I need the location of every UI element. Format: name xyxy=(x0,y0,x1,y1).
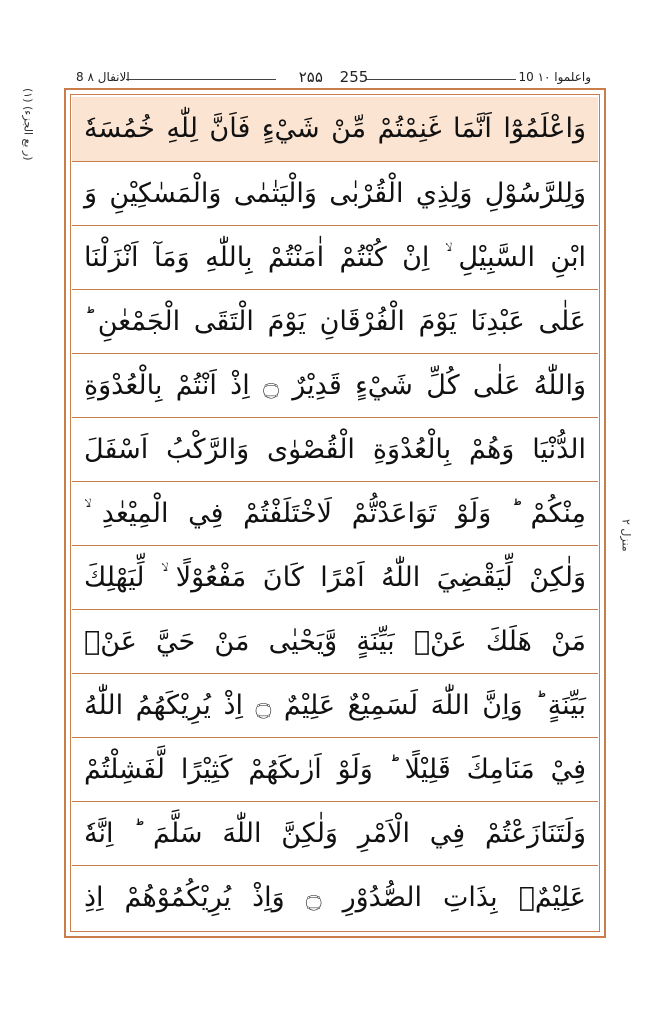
page-number-latin: 255 xyxy=(339,68,369,86)
verse-line-4: عَلٰى عَبْدِنَا يَوْمَ الْفُرْقَانِ يَوْمَ الْتَقَى الْجَمْعٰنِ ؕ xyxy=(84,306,586,337)
verse-line-10: بَيِّنَةٍ ؕ وَاِنَّ اللّٰهَ لَسَمِيْعٌ عَلِيْمٌ ۝ اِذْ يُرِيْكَهُمُ اللّٰهُ xyxy=(84,690,586,721)
verse-line-11: فِيْ مَنَامِكَ قَلِيْلًا ؕ وَلَوْ اَرٰىكَهُمْ كَثِيْرًا لَّفَشِلْتُمْ xyxy=(84,754,586,785)
verse-line-2: وَلِلرَّسُوْلِ وَلِذِي الْقُرْبٰى وَالْيَتٰمٰى وَالْمَسٰكِيْنِ وَ xyxy=(84,178,586,209)
side-left-marker: (۱) (ر بع الجزء) xyxy=(21,88,35,161)
verse-line-6: الدُّنْيَا وَهُمْ بِالْعُدْوَةِ الْقُصْوٰى وَالرَّكْبُ اَسْفَلَ xyxy=(84,434,586,465)
verse-line-3: ابْنِ السَّبِيْلِ ۙ اِنْ كُنْتُمْ اٰمَنْتُمْ بِاللّٰهِ وَمَآ اَنْزَلْنَا xyxy=(84,242,586,273)
verse-line-12: وَلَتَنَازَعْتُمْ فِي الْاَمْرِ وَلٰكِنَّ اللّٰهَ سَلَّمَ ؕ اِنَّهٗ xyxy=(84,818,586,849)
page-number-urdu: ۲۵۵ xyxy=(298,68,323,86)
header-juz-name: 10 واعلموا ۱۰ xyxy=(518,70,591,84)
verse-line-7: مِنْكُمْ ؕ وَلَوْ تَوَاعَدْتُّمْ لَاخْتَلَفْتُمْ فِي الْمِيْعٰدِ ۙ xyxy=(84,498,586,529)
header-page-number xyxy=(76,68,591,86)
verse-line-9: مَنْ هَلَكَ عَنْۢ بَيِّنَةٍ وَّيَحْيٰى مَنْ حَيَّ عَنْۢ xyxy=(84,626,586,657)
verse-line-8: وَلٰكِنْ لِّيَقْضِيَ اللّٰهُ اَمْرًا كَانَ مَفْعُوْلًا ۙ لِّيَهْلِكَ xyxy=(84,562,586,593)
verse-line-5: وَاللّٰهُ عَلٰى كُلِّ شَيْءٍ قَدِيْرٌ ۝ اِذْ اَنْتُمْ بِالْعُدْوَةِ xyxy=(84,370,586,401)
verse-line-13: عَلِيْمٌۢ بِذَاتِ الصُّدُوْرِ ۝ وَاِذْ يُرِيْكُمُوْهُمْ اِذِ xyxy=(84,882,586,913)
verse-line-1: وَاعْلَمُوْٓا اَنَّمَا غَنِمْتُمْ مِّنْ شَيْءٍ فَاَنَّ لِلّٰهِ خُمُسَهٗ xyxy=(72,97,598,161)
header-surah-name: الانفال ۸ 8 xyxy=(76,70,130,84)
side-right-manzil: منزل ۲ xyxy=(619,518,633,552)
